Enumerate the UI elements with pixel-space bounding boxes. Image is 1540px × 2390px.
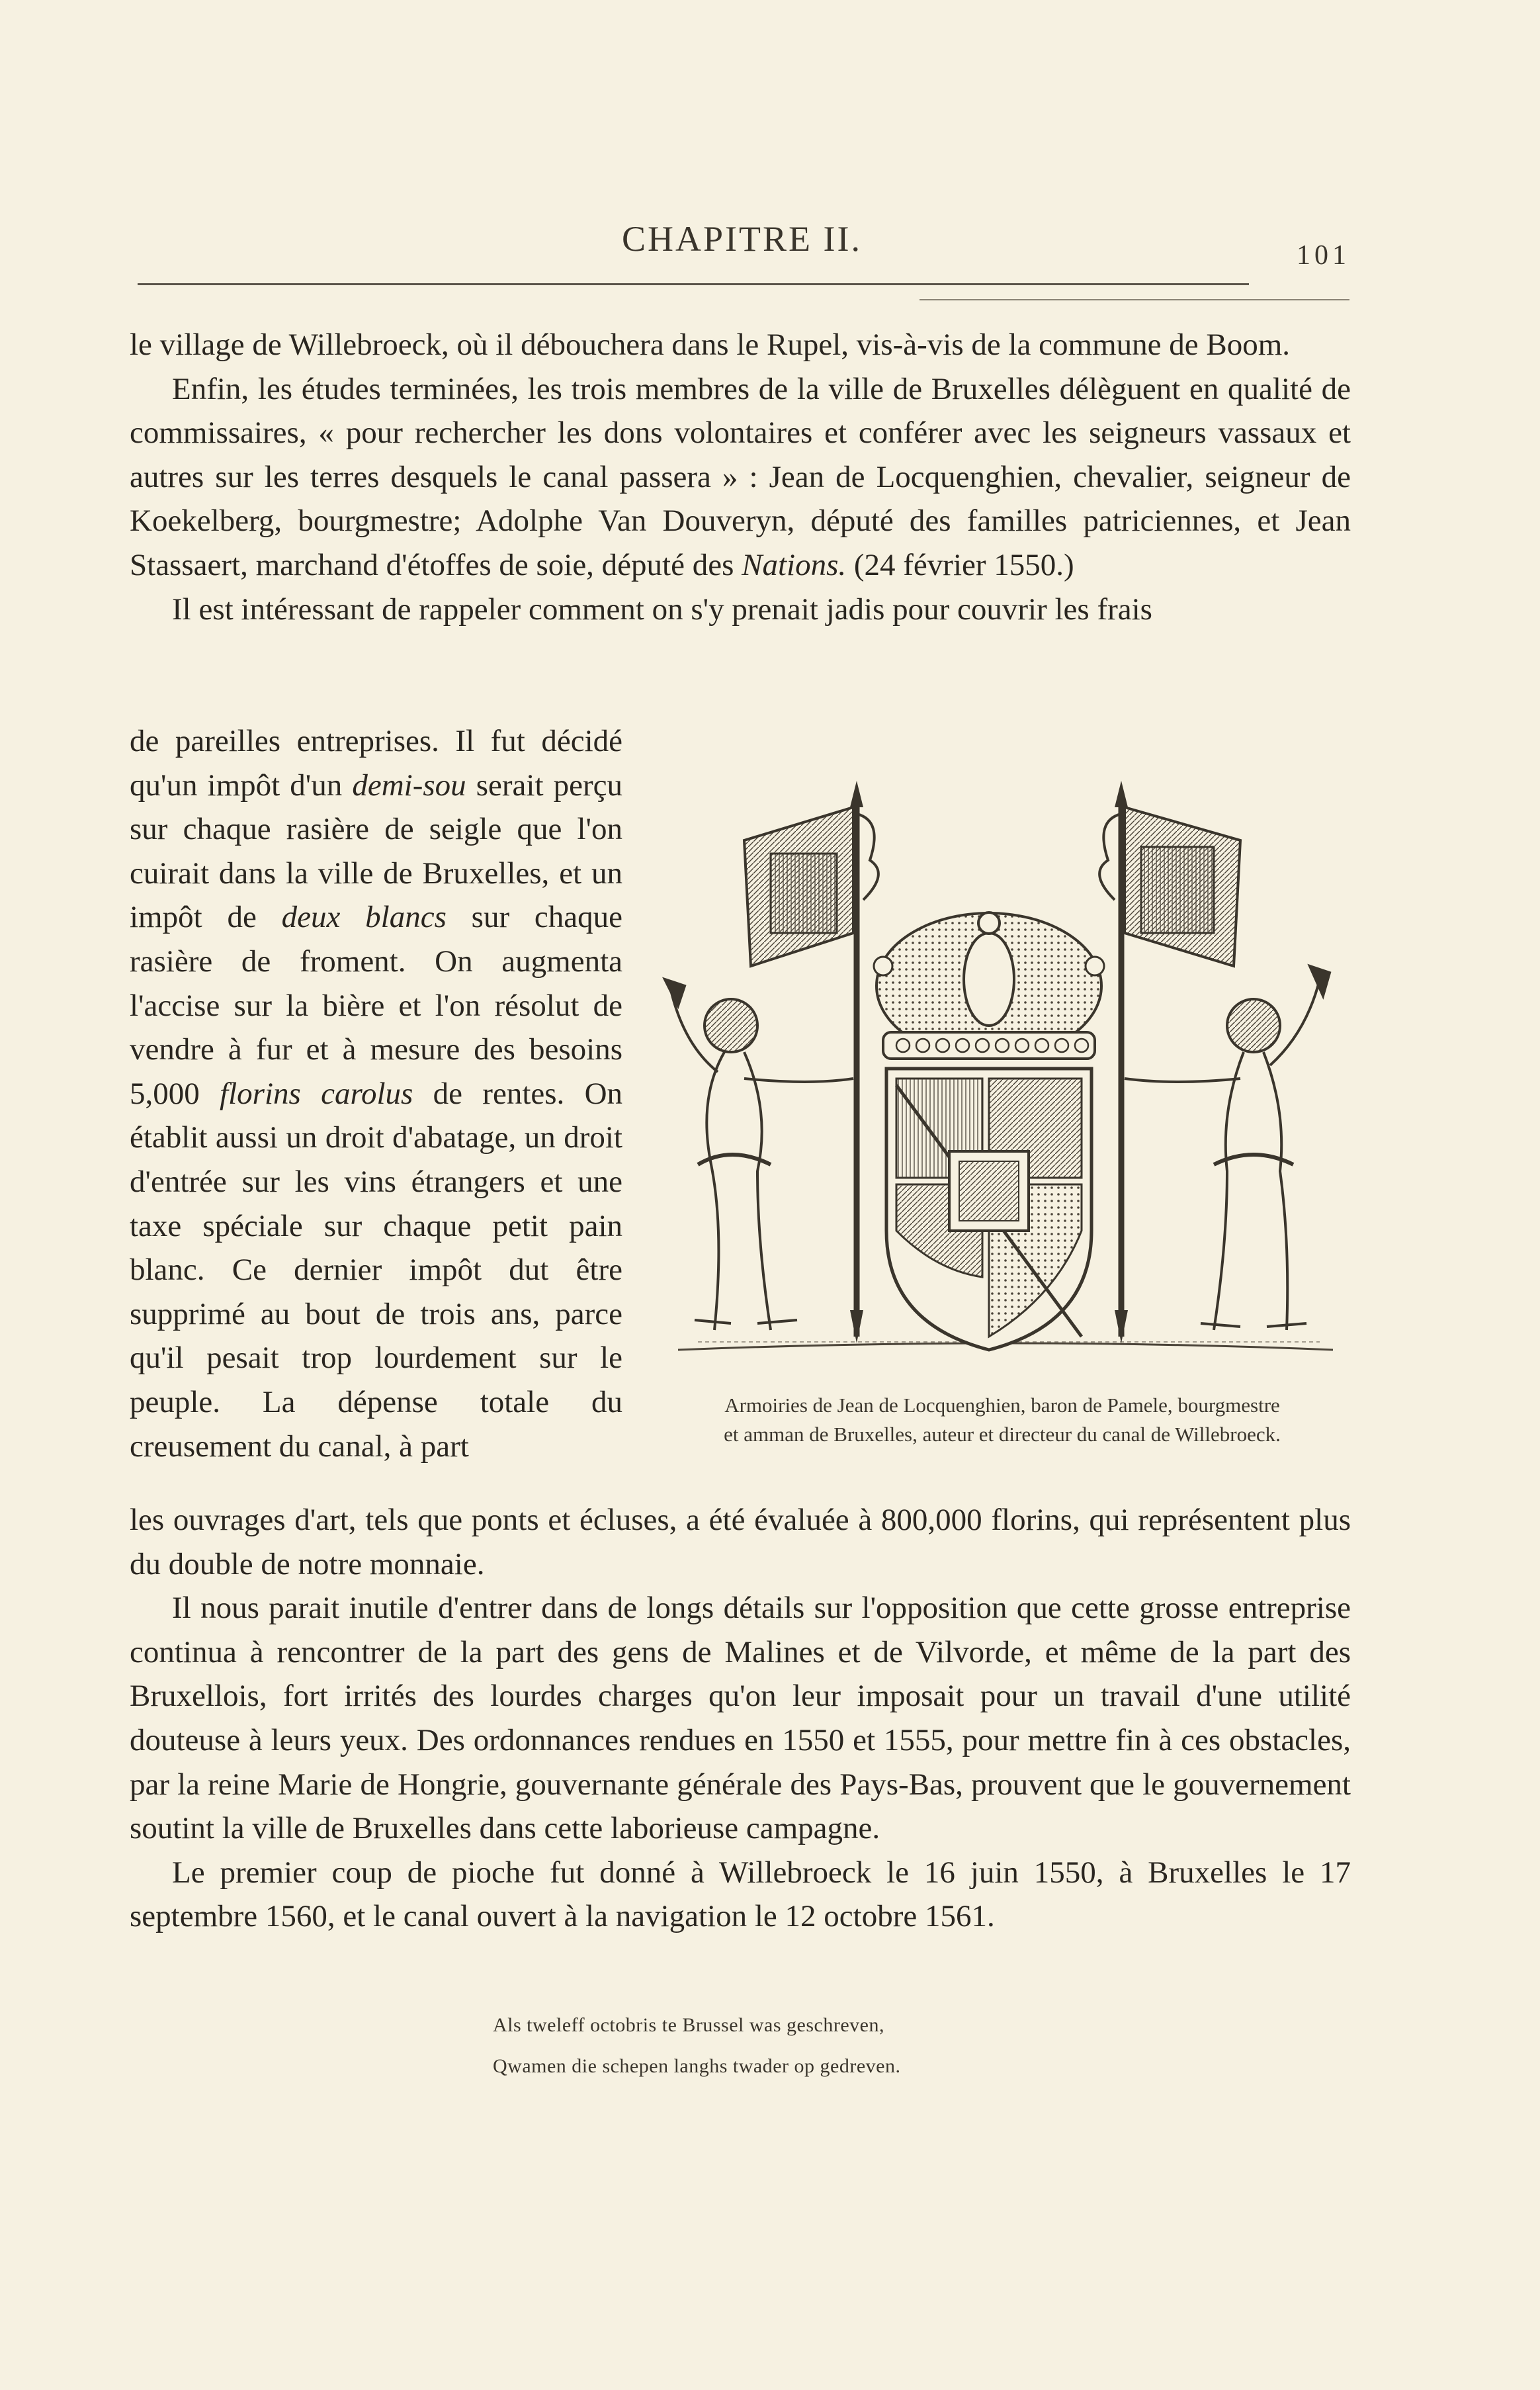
paragraph-4: Il nous parait inutile d'entrer dans de longs détails sur l'opposition que cette grosse entreprise continua à rencontrer de la part des gens de Malines et de Vilvorde, et même de la part des Bruxellois, fort irrités des lourdes charges qu'on leur imposait pour un travail d'une utilité douteuse à leurs yeux. Des ordonnances rendues en 1550 et 1555, pour mettre fin à ces obstacles, par la reine Marie de Hongrie, gouvernante générale des Pays-Bas, prouvent que le gouvernement soutint la ville de Bruxelles dans cette laborieuse campagne. (130, 1591, 1351, 1846)
body-text-bottom (130, 1498, 1351, 1939)
coat-of-arms-illustration (658, 768, 1359, 1363)
paragraph-3-intro: Il est intéressant de rappeler comment on s'y prenait jadis pour couvrir les frais (172, 592, 1152, 627)
caption-line-2: et amman de Bruxelles, auteur et directeur du canal de Willebroeck. (724, 1423, 1281, 1446)
figure-caption (635, 1391, 1369, 1449)
flemish-verse (493, 2005, 1022, 2087)
body-text-column (130, 719, 622, 1468)
running-head: CHAPITRE II. (622, 219, 862, 259)
verse-line-1: Als tweleff octobris te Brussel was geschreven, (493, 2014, 884, 2036)
caption-line-1: Armoiries de Jean de Locquenghien, baron de Pamele, bourgmestre (724, 1394, 1280, 1417)
paragraph-2: Enfin, les études terminées, les trois membres de la ville de Bruxelles délèguent en qualité de commissaires, « pour rechercher les dons volontaires et conférer avec les seigneurs vassaux et autres sur les terres desquels le canal passera » : Jean de Locquenghien, chevalier, seigneur de Koekelberg, bourgmestre; Adolphe Van Douveryn, député des familles patriciennes, et Jean Stassaert, marchand d'étoffes de soie, député des Nations. (24 février 1550.) (130, 371, 1351, 582)
header-rule (138, 283, 1249, 285)
paragraph-1: le village de Willebroeck, où il débouchera dans le Rupel, vis-à-vis de la commune de Boom. (130, 328, 1291, 362)
nations-italic: Nations. (742, 547, 847, 582)
body-text-top (130, 323, 1351, 631)
header-rule-secondary (920, 299, 1349, 300)
page-number: 101 (1297, 240, 1350, 271)
paragraph-5: Le premier coup de pioche fut donné à Willebroeck le 16 juin 1550, à Bruxelles le 17 septembre 1560, et le canal ouvert à la navigation le 12 octobre 1561. (130, 1855, 1351, 1934)
coat-of-arms-engraving (658, 768, 1359, 1363)
paragraph-3-end: les ouvrages d'art, tels que ponts et écluses, a été évaluée à 800,000 florins, qui représentent plus du double de notre monnaie. (130, 1503, 1351, 1581)
verse-line-2: Qwamen die schepen langhs twader op gedreven. (493, 2055, 901, 2077)
paragraph-3-column: de pareilles entreprises. Il fut décidé qu'un impôt d'un demi-sou serait perçu sur chaque rasière de seigle que l'on cuirait dans la ville de Bruxelles, et un impôt de deux blancs sur chaque rasière de froment. On augmenta l'accise sur la bière et l'on résolut de vendre à fur et à mesure des besoins 5,000 florins carolus de rentes. On établit aussi un droit d'abatage, un droit d'entrée sur les vins étrangers et une taxe spéciale sur chaque petit pain blanc. Ce dernier impôt dut être supprimé au bout de trois ans, parce qu'il pesait trop lourdement sur le peuple. La dépense totale du creusement du canal, à part (130, 724, 623, 1464)
